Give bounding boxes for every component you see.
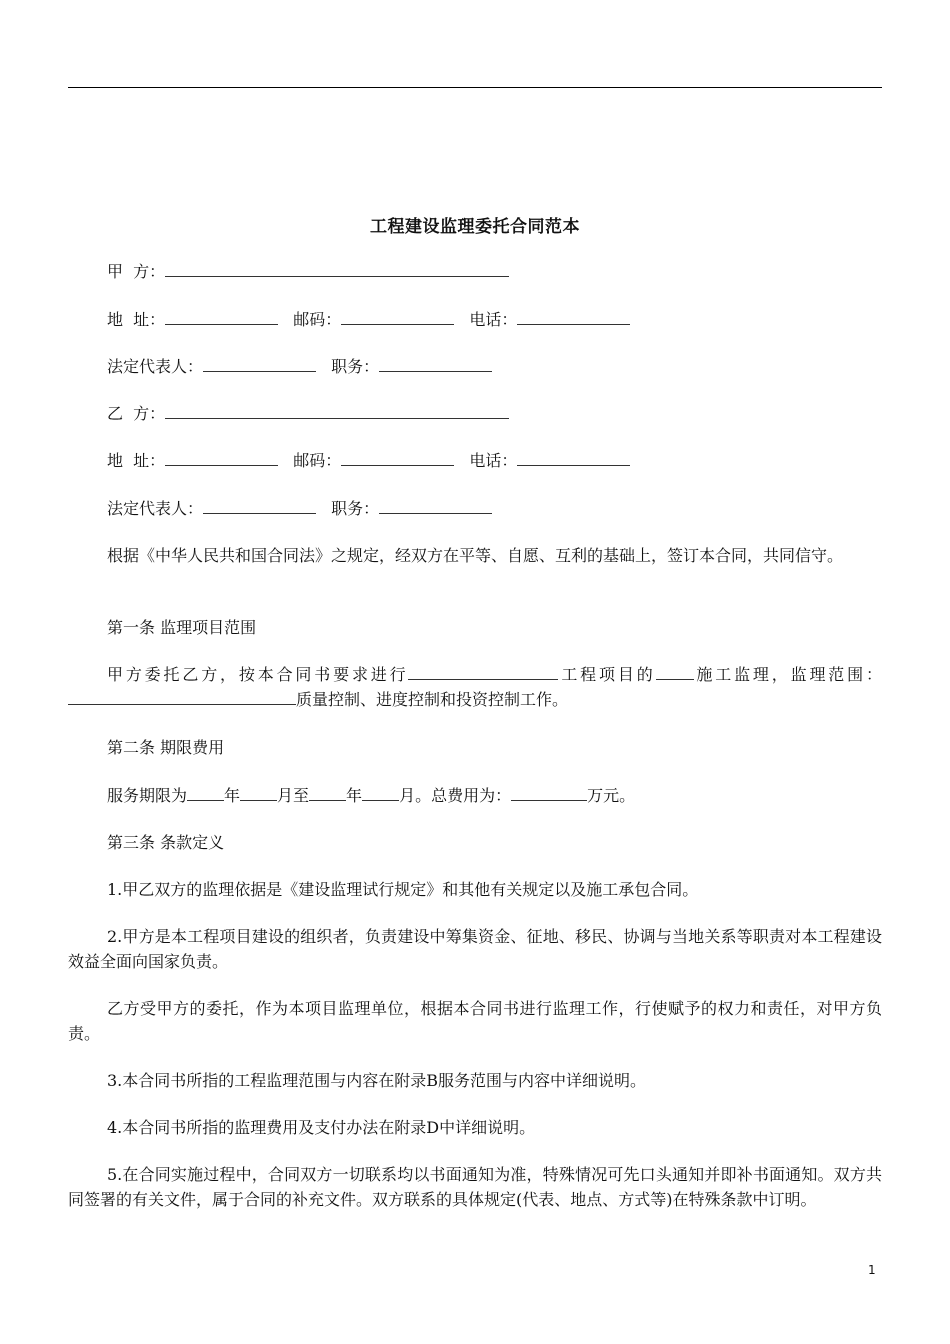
article2-unit: 万元。 (587, 786, 636, 805)
article1-text-d: 质量控制、进度控制和投资控制工作。 (296, 690, 569, 709)
start-year-blank[interactable] (187, 783, 224, 801)
party-b-phone-label: 电话： (469, 451, 518, 470)
article3-item1: 1.甲乙双方的监理依据是《建设监理试行规定》和其他有关规定以及施工承包合同。 (107, 880, 699, 899)
article2-text-a: 服务期限为 (107, 786, 188, 805)
party-b-rep-line (68, 496, 921, 521)
end-month-blank[interactable] (362, 783, 399, 801)
article1-paragraph (68, 662, 882, 712)
party-b-name-blank[interactable] (165, 401, 509, 419)
party-a-position-label: 职务： (331, 357, 380, 376)
article1-heading: 第一条 监理项目范围 (107, 618, 257, 637)
party-a-contact-line (68, 307, 921, 332)
article1-project-blank[interactable] (408, 662, 558, 680)
party-b-position-blank[interactable] (379, 496, 492, 514)
article2-year2: 年 (346, 786, 363, 805)
party-a-address-blank[interactable] (165, 307, 278, 325)
page-number: 1 (868, 1263, 876, 1277)
party-a-postcode-label: 邮码： (293, 310, 342, 329)
party-a-name-blank[interactable] (165, 259, 509, 277)
party-b-postcode-blank[interactable] (341, 448, 454, 466)
party-b-rep-label: 法定代表人： (107, 499, 204, 518)
article3-heading: 第三条 条款定义 (107, 833, 225, 852)
party-b-address-label: 地 址： (107, 451, 166, 470)
party-a-phone-blank[interactable] (517, 307, 630, 325)
document-title: 工程建设监理委托合同范本 (370, 217, 580, 237)
article3-item2: 2.甲方是本工程项目建设的组织者，负责建设中筹集资金、征地、移民、协调与当地关系等职责对本工程建设效益全面向国家负责。 (68, 927, 882, 971)
party-b-contact-line (68, 448, 921, 473)
party-a-rep-blank[interactable] (203, 354, 316, 372)
article2-paragraph (68, 783, 921, 808)
party-a-name-line (68, 259, 921, 284)
header-rule (68, 87, 882, 88)
article2-year1: 年 (224, 786, 241, 805)
party-a-postcode-blank[interactable] (341, 307, 454, 325)
party-a-address-label: 地 址： (107, 310, 166, 329)
party-a-phone-label: 电话： (469, 310, 518, 329)
total-fee-blank[interactable] (511, 783, 587, 801)
article2-month1: 月至 (277, 786, 310, 805)
article2-heading: 第二条 期限费用 (107, 738, 225, 757)
party-b-address-blank[interactable] (165, 448, 278, 466)
party-b-name-line (68, 401, 921, 426)
party-a-rep-label: 法定代表人： (107, 357, 204, 376)
article3-item3: 3.本合同书所指的工程监理范围与内容在附录B服务范围与内容中详细说明。 (107, 1071, 647, 1090)
article2-month2: 月。总费用为： (399, 786, 512, 805)
article3-item2b: 乙方受甲方的委托，作为本项目监理单位，根据本合同书进行监理工作，行使赋予的权力和责任，对甲方负责。 (68, 999, 882, 1043)
party-b-position-label: 职务： (331, 499, 380, 518)
article3-item5: 5.在合同实施过程中，合同双方一切联系均以书面通知为准，特殊情况可先口头通知并即补书面通知。双方共同签署的有关文件，属于合同的补充文件。双方联系的具体规定(代表、地点、方式等)在特殊条款中订明。 (68, 1165, 882, 1209)
start-month-blank[interactable] (240, 783, 277, 801)
article1-text-a: 甲方委托乙方，按本合同书要求进行 (107, 665, 409, 684)
party-b-name-label: 乙 方： (107, 404, 166, 423)
party-b-postcode-label: 邮码： (293, 451, 342, 470)
end-year-blank[interactable] (309, 783, 346, 801)
article1-text-b: 工程项目的 (558, 665, 656, 684)
party-a-name-label: 甲 方： (107, 262, 166, 281)
article1-type-blank[interactable] (656, 662, 694, 680)
preamble-paragraph: 根据《中华人民共和国合同法》之规定，经双方在平等、自愿、互利的基础上，签订本合同，共同信守。 (107, 546, 844, 565)
party-a-position-blank[interactable] (379, 354, 492, 372)
party-b-phone-blank[interactable] (517, 448, 630, 466)
article1-scope-blank[interactable] (68, 687, 296, 705)
article1-text-c: 施工监理，监理范围： (693, 665, 882, 684)
party-a-rep-line (68, 354, 921, 379)
party-b-rep-blank[interactable] (203, 496, 316, 514)
article3-item4: 4.本合同书所指的监理费用及支付办法在附录D中详细说明。 (107, 1118, 536, 1137)
